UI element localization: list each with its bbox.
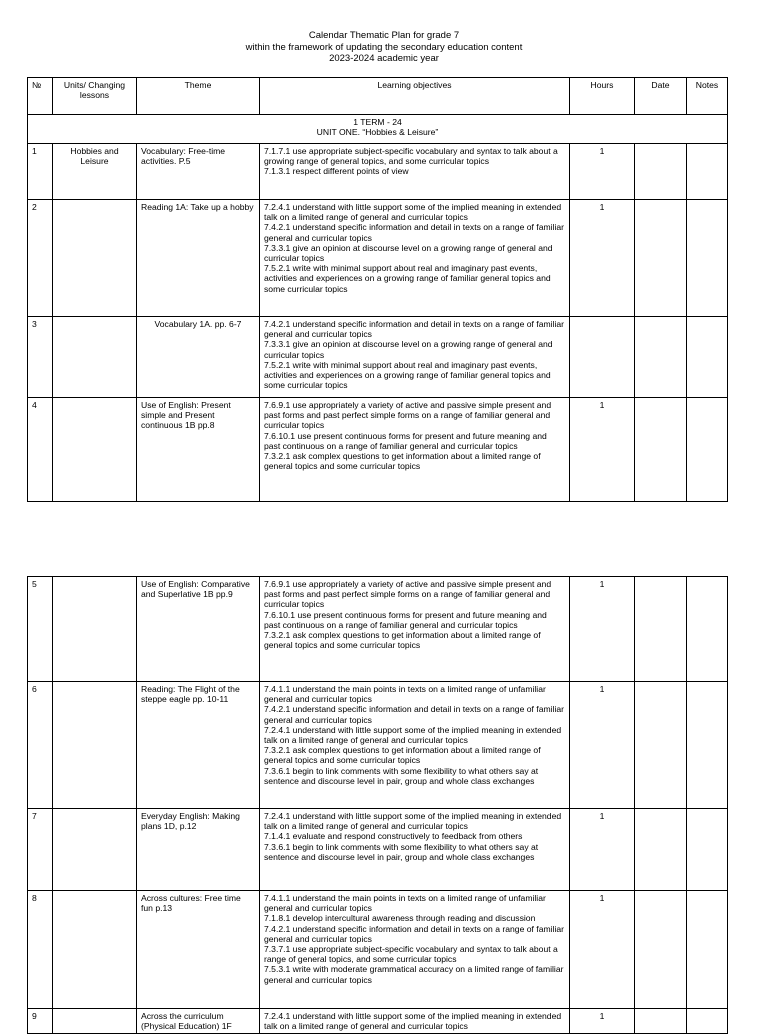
row-number: 6	[28, 682, 53, 809]
row-unit	[53, 200, 137, 317]
document-heading	[0, 30, 768, 65]
row-theme: Across cultures: Free time fun p.13	[137, 891, 260, 1009]
row-theme: Vocabulary: Free-time activities. P.5	[137, 144, 260, 200]
table-row	[28, 891, 728, 1009]
row-hours	[570, 317, 635, 398]
heading-title: Calendar Thematic Plan for grade 7	[308, 30, 460, 41]
table-row	[28, 1009, 728, 1034]
unit-title: UNIT ONE. “Hobbies & Leisure”	[316, 127, 439, 138]
column-header-objectives: Learning objectives	[260, 78, 570, 115]
row-hours: 1	[570, 398, 635, 502]
row-notes	[687, 200, 728, 317]
row-theme: Reading: The Flight of the steppe eagle pp. 10-11	[137, 682, 260, 809]
row-objectives: 7.1.7.1 use appropriate subject-specific vocabulary and syntax to talk about a growing range of general topics, and some curricular topics 7.1.3.1 respect different points of view	[260, 144, 570, 200]
heading-academic-year: 2023-2024 academic year	[329, 53, 439, 64]
row-objectives: 7.6.9.1 use appropriately a variety of active and passive simple present and past forms and past perfect simple forms on a range of familiar general and curricular topics 7.6.10.1 use present continuous forms for present and future meaning and past continuous on a range of familiar general and curricular topics 7.3.2.1 ask complex questions to get information about a limited range of general topics and some curricular topics	[260, 577, 570, 682]
row-theme: Across the curriculum (Physical Education) 1F	[137, 1009, 260, 1034]
row-hours: 1	[570, 682, 635, 809]
row-number: 5	[28, 577, 53, 682]
row-number: 7	[28, 809, 53, 891]
row-hours: 1	[570, 144, 635, 200]
row-number: 2	[28, 200, 53, 317]
row-notes	[687, 398, 728, 502]
row-hours: 1	[570, 200, 635, 317]
row-objectives: 7.2.4.1 understand with little support some of the implied meaning in extended talk on a limited range of general and curricular topics 7.4.2.1 understand specific information and detail in texts on a range of familiar general and curricular topics 7.3.3.1 give an opinion at discourse level on a growing range of general and curricular topics 7.5.2.1 write with minimal support about real and imaginary past events, activities and experiences on a growing range of familiar general topics and some curricular topics	[260, 200, 570, 317]
table-row	[28, 682, 728, 809]
term-title: 1 TERM - 24	[353, 117, 402, 127]
row-theme: Reading 1A: Take up a hobby	[137, 200, 260, 317]
row-number: 3	[28, 317, 53, 398]
row-date	[635, 398, 687, 502]
row-date	[635, 577, 687, 682]
row-date	[635, 891, 687, 1009]
row-unit	[53, 891, 137, 1009]
row-date	[635, 144, 687, 200]
row-notes	[687, 144, 728, 200]
row-hours: 1	[570, 577, 635, 682]
table-row	[28, 200, 728, 317]
row-theme: Use of English: Present simple and Present continuous 1B pp.8	[137, 398, 260, 502]
row-objectives: 7.6.9.1 use appropriately a variety of active and passive simple present and past forms and past perfect simple forms on a range of familiar general and curricular topics 7.6.10.1 use present continuous forms for present and future meaning and past continuous on a range of familiar general and curricular topics 7.3.2.1 ask complex questions to get information about a limited range of general topics and some curricular topics	[260, 398, 570, 502]
row-date	[635, 1009, 687, 1034]
row-date	[635, 317, 687, 398]
row-notes	[687, 682, 728, 809]
row-date	[635, 682, 687, 809]
table-header-row	[28, 78, 728, 115]
term-cell	[28, 115, 728, 144]
row-hours: 1	[570, 809, 635, 891]
column-header-date: Date	[635, 78, 687, 115]
row-notes	[687, 891, 728, 1009]
column-header-units: Units/ Changing lessons	[53, 78, 137, 115]
column-header-notes: Notes	[687, 78, 728, 115]
row-unit	[53, 809, 137, 891]
plan-table-part-1	[27, 77, 728, 502]
row-objectives: 7.4.1.1 understand the main points in texts on a limited range of unfamiliar general and curricular topics 7.4.2.1 understand specific information and detail in texts on a range of familiar general and curricular topics 7.2.4.1 understand with little support some of the implied meaning in extended talk on a limited range of general and curricular topics 7.3.2.1 ask complex questions to get information about a limited range of general topics and some curricular topics 7.3.6.1 begin to link comments with some flexibility to what others say at sentence and discourse level in pair, group and whole class exchanges	[260, 682, 570, 809]
row-objectives: 7.4.1.1 understand the main points in texts on a limited range of unfamiliar general and curricular topics 7.1.8.1 develop intercultural awareness through reading and discussion 7.4.2.1 understand specific information and detail in texts on a range of familiar general and curricular topics 7.3.7.1 use appropriate subject-specific vocabulary and syntax to talk about a range of general topics, and some curricular topics 7.5.3.1 write with moderate grammatical accuracy on a limited range of familiar general and curricular topics	[260, 891, 570, 1009]
row-unit: Hobbies and Leisure	[53, 144, 137, 200]
row-unit	[53, 682, 137, 809]
row-notes	[687, 1009, 728, 1034]
row-objectives: 7.2.4.1 understand with little support some of the implied meaning in extended talk on a limited range of general and curricular topics 7.1.4.1 evaluate and respond constructively to feedback from others 7.3.6.1 begin to link comments with some flexibility to what others say at sentence and discourse level in pair, group and whole class exchanges	[260, 809, 570, 891]
row-theme: Vocabulary 1A. pp. 6-7	[137, 317, 260, 398]
row-unit	[53, 1009, 137, 1034]
row-number: 8	[28, 891, 53, 1009]
column-header-hours: Hours	[570, 78, 635, 115]
row-date	[635, 200, 687, 317]
plan-table-part-2	[27, 576, 728, 1034]
column-header-number: №	[28, 78, 53, 115]
row-unit	[53, 577, 137, 682]
table-row	[28, 398, 728, 502]
row-unit	[53, 398, 137, 502]
row-objectives: 7.2.4.1 understand with little support some of the implied meaning in extended talk on a limited range of general and curricular topics	[260, 1009, 570, 1034]
table-row	[28, 809, 728, 891]
table-row	[28, 317, 728, 398]
row-objectives: 7.4.2.1 understand specific information and detail in texts on a range of familiar general and curricular topics 7.3.3.1 give an opinion at discourse level on a growing range of general and curricular topics 7.5.2.1 write with minimal support about real and imaginary past events, activities and experiences on a growing range of familiar general topics and some curricular topics	[260, 317, 570, 398]
table-row	[28, 577, 728, 682]
term-row	[28, 115, 728, 144]
table-row	[28, 144, 728, 200]
column-header-theme: Theme	[137, 78, 260, 115]
row-theme: Everyday English: Making plans 1D, p.12	[137, 809, 260, 891]
row-theme: Use of English: Comparative and Superlative 1B pp.9	[137, 577, 260, 682]
row-hours: 1	[570, 1009, 635, 1034]
heading-subtitle: within the framework of updating the secondary education content	[245, 41, 523, 53]
row-number: 1	[28, 144, 53, 200]
row-hours: 1	[570, 891, 635, 1009]
row-date	[635, 809, 687, 891]
row-number: 4	[28, 398, 53, 502]
row-notes	[687, 317, 728, 398]
row-number: 9	[28, 1009, 53, 1034]
row-unit	[53, 317, 137, 398]
row-notes	[687, 577, 728, 682]
row-notes	[687, 809, 728, 891]
